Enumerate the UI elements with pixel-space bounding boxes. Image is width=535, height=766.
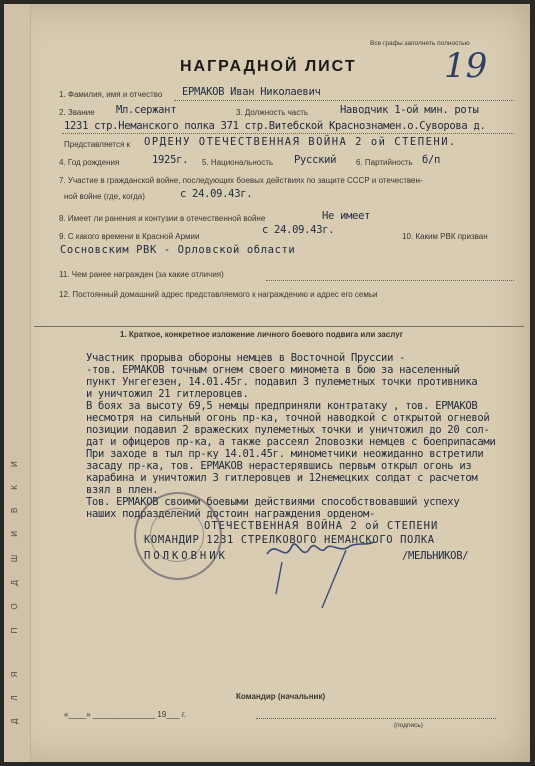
field-birth-year-label: 4. Год рождения bbox=[59, 158, 120, 167]
field-wounds-label: 8. Имеет ли ранения и контузии в отечественной войне bbox=[59, 214, 266, 223]
feat-line: наших подразделений достоин награждения орденом- bbox=[86, 508, 376, 520]
field-position-value: Наводчик 1-ой мин. роты bbox=[340, 104, 479, 116]
fill-all-note: Все графы заполнять полностью bbox=[370, 40, 470, 47]
field-army-since-value: с 24.09.43г. bbox=[262, 224, 335, 236]
feat-line: и уничтожил 21 гитлеровцев. bbox=[86, 388, 249, 400]
feat-line: позиции подавил 2 вражеских пулеметных точки и уничтожил до 20 сол- bbox=[86, 424, 490, 436]
field-address-label: 12. Постоянный домашний адрес представляемого к награждению и адрес его семьи bbox=[59, 290, 378, 299]
field-presented-value: ОРДЕНУ ОТЕЧЕСТВЕННАЯ ВОЙНА 2 ой СТЕПЕНИ. bbox=[144, 136, 457, 148]
field-party-value: б/п bbox=[422, 154, 441, 166]
field-rvk-value: Сосновским РВК - Орловской области bbox=[60, 244, 296, 256]
feat-line: дат и офицеров пр-ка, а также рассеял 2повозки немцев с боеприпасами bbox=[86, 436, 496, 448]
award-sheet bbox=[4, 4, 530, 762]
field-rank-value: Мл.сержант bbox=[116, 104, 177, 116]
field-party-label: 6. Партийность bbox=[356, 158, 413, 167]
footer-commander-label: Командир (начальник) bbox=[236, 692, 326, 701]
document-title: НАГРАДНОЙ ЛИСТ bbox=[180, 58, 357, 75]
footer-date: «____» ______________ 19___ г. bbox=[64, 710, 187, 719]
commander-rank: ПОЛКОВНИК bbox=[144, 550, 228, 562]
field-name-value: ЕРМАКОВ Иван Николаевич bbox=[182, 86, 321, 98]
commander-unit-line: КОМАНДИР 1231 СТРЕЛКОВОГО НЕМАНСКОГО ПОЛКА bbox=[144, 534, 435, 546]
feat-line: карабина и уничтожил 3 гитлеровцев и 12немецких солдат с расчетом bbox=[86, 472, 478, 484]
feat-line: -тов. ЕРМАКОВ точным огнем своего миномета в бою за населенный bbox=[86, 364, 460, 376]
field-nationality-value: Русский bbox=[294, 154, 337, 166]
binding-margin-label: ДЛЯ ПОДШИВКИ bbox=[10, 443, 19, 724]
field-war-participation-label: 7. Участие в гражданской войне, последующих боевых действиях по защите СССР и отечествен- bbox=[59, 176, 423, 185]
feat-line: Тов. ЕРМАКОВ своими боевыми действиями способствовавший успеху bbox=[86, 496, 460, 508]
feat-heading: 1. Краткое, конкретное изложение личного боевого подвига или заслуг bbox=[120, 330, 404, 339]
feat-line: засаду пр-ка, тов. ЕРМАКОВ нерастерявшись первым открыл огонь из bbox=[86, 460, 472, 472]
binding-margin bbox=[4, 4, 31, 762]
field-army-since-label: 9. С какого времени в Красной Армии bbox=[59, 232, 200, 241]
feat-award-line: ОТЕЧЕСТВЕННАЯ ВОЙНА 2 ой СТЕПЕНИ bbox=[204, 520, 439, 532]
field-position-label: 3. Должность часть bbox=[236, 108, 309, 117]
section-divider bbox=[34, 326, 524, 327]
field-nationality-label: 5. Национальность bbox=[202, 158, 274, 167]
field-previous-awards-label: 11. Чем ранее награжден (за какие отличия) bbox=[59, 270, 224, 279]
sheet-number: 19 bbox=[444, 46, 488, 86]
field-rvk-label: 10. Каким РВК призван bbox=[402, 232, 488, 241]
feat-line: При заходе в тыл пр-ку 14.01.45г. минометчики неожиданно встретили bbox=[86, 448, 484, 460]
feat-line: пункт Унгегезен, 14.01.45г. подавил 3 пулеметных точки противника bbox=[86, 376, 478, 388]
feat-line: несмотря на сильный огонь пр-ка, точной наводкой с открытой огневой bbox=[86, 412, 490, 424]
field-war-participation-value: с 24.09.43г. bbox=[180, 188, 253, 200]
field-birth-year-value: 1925г. bbox=[152, 154, 189, 166]
field-unit-value: 1231 стр.Неманского полка 371 стр.Витебской Краснознамен.о.Суворова д. bbox=[64, 120, 486, 132]
field-wounds-value: Не имеет bbox=[322, 210, 371, 222]
commander-name: /МЕЛЬНИКОВ/ bbox=[402, 550, 469, 562]
feat-line: Участник прорыва обороны немцев в Восточной Пруссии - bbox=[86, 352, 406, 364]
footer-signature-label: (подпись) bbox=[394, 722, 423, 729]
commander-signature bbox=[262, 534, 392, 614]
feat-line: В боях за высоту 69,5 немцы предприняли контратаку , тов. ЕРМАКОВ bbox=[86, 400, 478, 412]
field-war-participation-label-2: ной войне (где, когда) bbox=[64, 192, 145, 201]
field-presented-label: Представляется к bbox=[64, 140, 131, 149]
field-name-label: 1. Фамилия, имя и отчество bbox=[59, 90, 163, 99]
feat-line: взял в плен. bbox=[86, 484, 159, 496]
field-rank-label: 2. Звание bbox=[59, 108, 95, 117]
